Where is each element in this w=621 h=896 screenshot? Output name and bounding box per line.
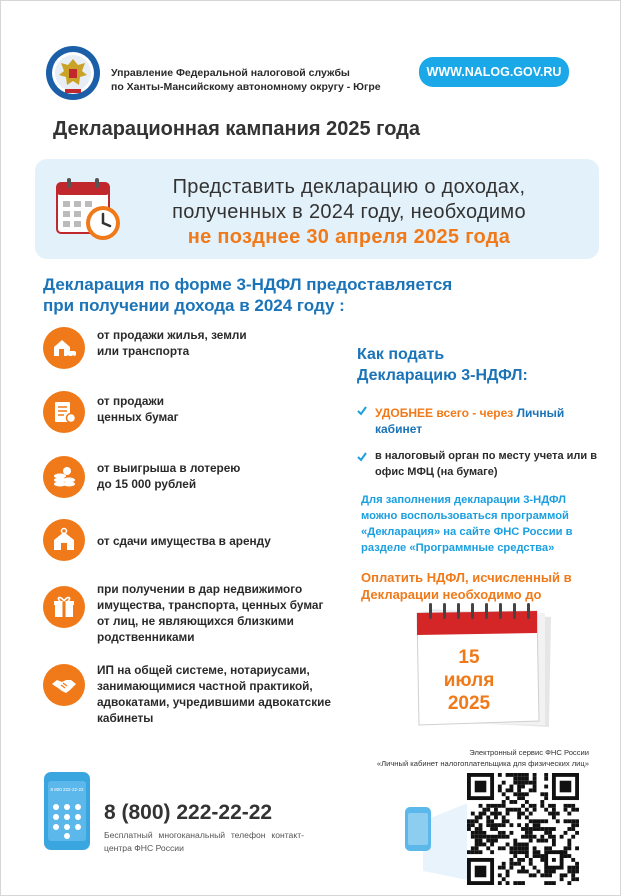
income-text: родственниками — [97, 630, 195, 644]
org-line-2: по Ханты-Мансийскому автономному округу - Югре — [111, 81, 381, 93]
smartphone-scan-icon — [403, 801, 473, 881]
coins-icon — [51, 464, 77, 490]
subtitle-line-1: Декларация по форме 3-НДФЛ предоставляется — [43, 275, 453, 294]
phone-note: Бесплатный многоканальный телефон контакт-центра ФНС России — [104, 830, 304, 853]
income-text: ИП на общей системе, нотариусами, — [97, 663, 310, 677]
income-text: или транспорта — [97, 344, 190, 358]
income-text: имущества, транспорта, ценных бумаг — [97, 598, 324, 612]
calendar-day: 15 — [458, 647, 480, 668]
banner-message — [139, 175, 559, 250]
calendar-month: июля — [443, 670, 495, 691]
phone-keypad-icon — [43, 771, 91, 851]
org-line-1: Управление Федеральной налоговой службы — [111, 67, 350, 79]
securities-icon — [51, 399, 77, 425]
fns-emblem-icon — [45, 45, 101, 101]
service-note-line-1: Электронный сервис ФНС России — [469, 748, 589, 757]
income-text: ценных бумаг — [97, 410, 179, 424]
income-text: от выигрыша в лотерею — [97, 461, 241, 475]
income-text: от продажи жилья, земли — [97, 328, 247, 342]
calendar-year: 2025 — [447, 693, 491, 714]
phone-screen-number: 8 800 222-22-22 — [50, 787, 84, 792]
gift-icon — [51, 594, 77, 620]
how-to-title — [357, 344, 528, 386]
income-text: от сдачи имущества в аренду — [97, 534, 271, 548]
page-title: Декларационная кампания 2025 года — [53, 118, 420, 140]
program-note: Для заполнения декларации 3-НДФЛ можно воспользоваться программой «Декларация» на сайте ФНС России в разделе «Программные средства» — [361, 494, 573, 554]
personal-account-link[interactable]: Личный кабинет — [375, 406, 565, 436]
income-text: до 15 000 рублей — [97, 477, 197, 491]
house-car-icon — [51, 335, 77, 361]
option-2-text: в налоговый орган по месту учета или в офис МФЦ (на бумаге) — [375, 450, 597, 478]
organization-name — [111, 66, 381, 94]
phone-number[interactable]: 8 (800) 222-22-22 — [104, 801, 273, 824]
qr-code[interactable] — [467, 773, 579, 885]
banner-line-1: Представить декларацию о доходах, — [172, 176, 526, 198]
subtitle-line-2: при получении дохода в 2024 году : — [43, 296, 345, 315]
income-text: от лиц, не являющихся близкими — [97, 614, 294, 628]
check-icon — [357, 452, 367, 462]
income-text: занимающимися частной практикой, — [97, 679, 313, 693]
payment-deadline-date — [429, 646, 509, 715]
banner-line-2: полученных в 2024 году, необходимо — [172, 201, 526, 223]
income-text: при получении в дар недвижимого — [97, 582, 303, 596]
section-subtitle — [43, 274, 452, 316]
how-to-title-line-2: Декларацию 3-НДФЛ: — [357, 367, 528, 384]
income-text: кабинеты — [97, 711, 154, 725]
service-note-line-2: «Личный кабинет налогоплательщика для физических лиц» — [376, 759, 589, 768]
income-text: адвокатами, учредившими адвокатские — [97, 695, 331, 709]
income-text: от продажи — [97, 394, 165, 408]
website-link-button[interactable]: WWW.NALOG.GOV.RU — [419, 57, 569, 87]
handshake-icon — [51, 672, 77, 698]
calendar-clock-icon — [55, 177, 123, 243]
check-icon — [357, 406, 367, 416]
payment-note: Оплатить НДФЛ, исчисленный в Декларации необходимо до — [361, 570, 572, 602]
deadline-text: не позднее 30 апреля 2025 года — [187, 226, 511, 248]
service-note — [301, 747, 589, 769]
deadline-banner — [35, 159, 599, 259]
option-1-prefix: УДОБНЕЕ всего - через — [375, 406, 517, 420]
how-to-title-line-1: Как подать — [357, 346, 445, 363]
house-key-icon — [51, 527, 77, 553]
